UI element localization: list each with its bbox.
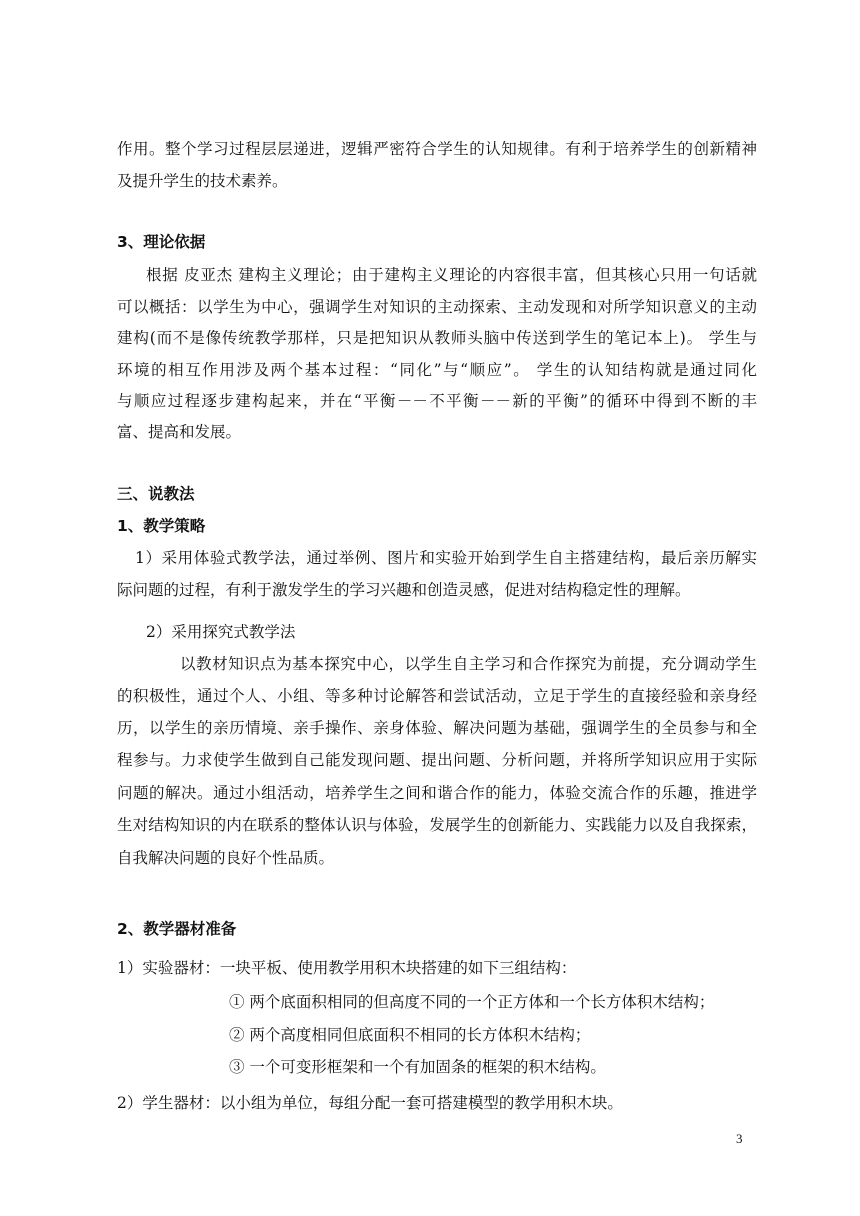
section-heading: 三、说教法 <box>117 485 195 503</box>
strategy1-line: 1）采用体验式教学法，通过举例、图片和实验开始到学生自主搭建结构，最后亲历解实 <box>135 549 757 567</box>
materials-heading: 2、教学器材准备 <box>117 920 237 938</box>
theory-line: 与顺应过程逐步建构起来，并在“平衡－－不平衡－－新的平衡”的循环中得到不断的丰 <box>117 392 757 410</box>
intro-line: 作用。整个学习过程层层递进，逻辑严密符合学生的认知规律。有利于培养学生的创新精神 <box>117 140 757 158</box>
strategy2-title: 2）采用探究式教学法 <box>146 623 296 641</box>
theory-line: 环境的相互作用涉及两个基本过程：“同化”与“顺应”。 学生的认知结构就是通过同化 <box>117 361 757 379</box>
materials-subitem: ① 两个底面积相同的但高度不同的一个正方体和一个长方体积木结构； <box>229 993 715 1011</box>
intro-line: 及提升学生的技术素养。 <box>117 172 288 190</box>
materials-item-1: 1）实验器材：一块平板、使用教学用积木块搭建的如下三组结构： <box>117 959 577 977</box>
strategy2-line: 以教材知识点为基本探究中心，以学生自主学习和合作探究为前提，充分调动学生 <box>180 655 757 673</box>
theory-line: 可以概括：以学生为中心，强调学生对知识的主动探索、主动发现和对所学知识意义的主动 <box>117 298 757 316</box>
theory-line: 建构(而不是像传统教学那样，只是把知识从教师头脑中传送到学生的笔记本上)。 学生与 <box>117 329 757 347</box>
strategy1-line: 际问题的过程，有利于激发学生的学习兴趣和创造灵感，促进对结构稳定性的理解。 <box>117 581 691 599</box>
strategy2-line: 生对结构知识的内在联系的整体认识与体验，发展学生的创新能力、实践能力以及自我探索， <box>117 816 757 834</box>
theory-heading: 3、理论依据 <box>117 233 206 251</box>
strategy2-line: 历，以学生的亲历情境、亲手操作、亲身体验、解决问题为基础，强调学生的全员参与和全 <box>117 719 757 737</box>
theory-line: 根据 皮亚杰 建构主义理论；由于建构主义理论的内容很丰富，但其核心只用一句话就 <box>146 266 757 284</box>
materials-item-2: 2）学生器材：以小组为单位，每组分配一套可搭建模型的教学用积木块。 <box>117 1094 623 1112</box>
materials-subitem: ② 两个高度相同但底面积不相同的长方体积木结构； <box>229 1026 591 1044</box>
theory-line: 富、提高和发展。 <box>117 423 242 441</box>
page-number: 3 <box>736 1131 743 1146</box>
strategy2-line: 自我解决问题的良好个性品质。 <box>117 849 335 867</box>
strategy2-line: 问题的解决。通过小组活动，培养学生之间和谐合作的能力，体验交流合作的乐趣，推进学 <box>117 784 757 802</box>
strategy2-line: 的积极性，通过个人、小组、等多种讨论解答和尝试活动，立足于学生的直接经验和亲身经 <box>117 687 757 705</box>
materials-subitem: ③ 一个可变形框架和一个有加固条的框架的积木结构。 <box>229 1058 606 1076</box>
strategy-heading: 1、教学策略 <box>117 517 206 535</box>
strategy2-line: 程参与。力求使学生做到自己能发现问题、提出问题、分析问题，并将所学知识应用于实际 <box>117 751 757 769</box>
